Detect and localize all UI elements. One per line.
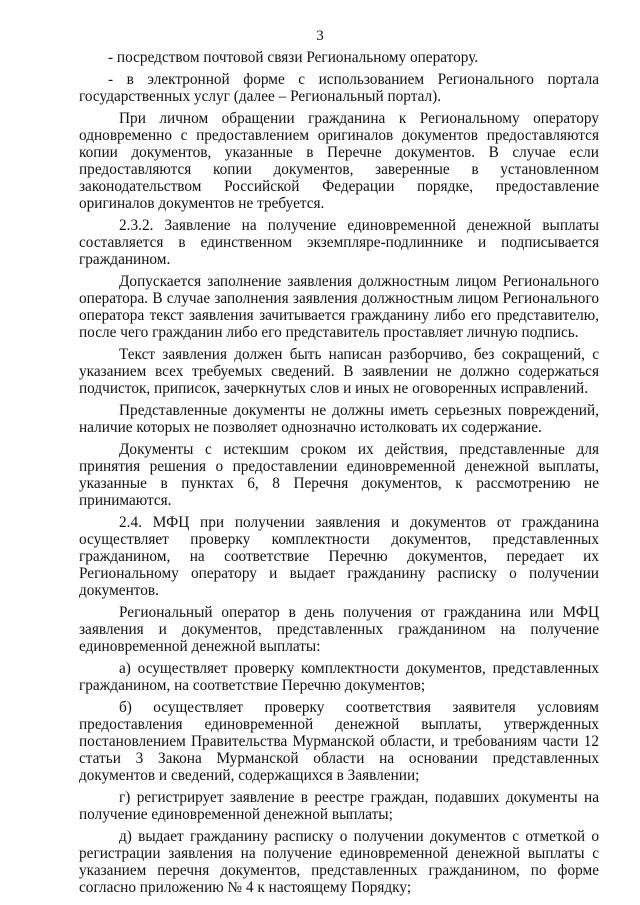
- paragraph-electronic: - в электронной форме с использованием Регионального портала государственных услуг (далее – Региональный портал).: [79, 71, 599, 105]
- document-body: [79, 49, 599, 901]
- page-number: 3: [316, 28, 324, 44]
- paragraph-item-g: г) регистрирует заявление в реестре граждан, подавших документы на получение единовременной денежной выплаты;: [79, 789, 599, 823]
- paragraph-filling-by-official: Допускается заполнение заявления должностным лицом Регионального оператора. В случае заполнения заявления должностным лицом Регионального оператора текст заявления зачитывается гражданину либо его представителю, после чего гражданин либо его представитель проставляет личную подпись.: [79, 273, 599, 341]
- paragraph-item-d: д) выдает гражданину расписку о получении документов с отметкой о регистрации заявления на получение единовременной денежной выплаты с указанием перечня документов, представленных гражданином, по форме согласно приложению № 4 к настоящему Порядку;: [79, 828, 599, 896]
- paragraph-expired-documents: Документы с истекшим сроком их действия, представленные для принятия решения о предоставлении единовременной денежной выплаты, указанные в пунктах 6, 8 Перечня документов, к рассмотрению не принимаются.: [79, 441, 599, 509]
- paragraph-2-3-2: 2.3.2. Заявление на получение единовременной денежной выплаты составляется в единственном экземпляре-подлиннике и подписывается гражданином.: [79, 217, 599, 268]
- paragraph-damage: Представленные документы не должны иметь серьезных повреждений, наличие которых не позволяет однозначно истолковать их содержание.: [79, 402, 599, 436]
- paragraph-postal: - посредством почтовой связи Региональному оператору.: [108, 49, 479, 66]
- paragraph-legibility: Текст заявления должен быть написан разборчиво, без сокращений, с указанием всех требуемых сведений. В заявлении не должно содержаться подчисток, приписок, зачеркнутых слов и иных не оговоренных исправлений.: [79, 346, 599, 397]
- paragraph-personal-request: При личном обращении гражданина к Региональному оператору одновременно с предоставлением оригиналов документов предоставляются копии документов, указанные в Перечне документов. В случае если предоставляются копии документов, заверенные в установленном законодательством Российской Федерации порядке, предоставление оригиналов документов не требуется.: [79, 110, 599, 212]
- paragraph-item-a: а) осуществляет проверку комплектности документов, представленных гражданином, на соответствие Перечню документов;: [79, 660, 599, 694]
- paragraph-regional-operator: Региональный оператор в день получения от гражданина или МФЦ заявления и документов, представленных гражданином на получение единовременной денежной выплаты:: [79, 604, 599, 655]
- paragraph-item-b: б) осуществляет проверку соответствия заявителя условиям предоставления единовременной денежной выплаты, утвержденных постановлением Правительства Мурманской области, и требованиям части 12 статьи 3 Закона Мурманской области на основании представленных документов и сведений, содержащихся в Заявлении;: [79, 699, 599, 784]
- paragraph-2-4: 2.4. МФЦ при получении заявления и документов от гражданина осуществляет проверку комплектности документов, представленных гражданином, на соответствие Перечню документов, передает их Региональному оператору и выдает гражданину расписку о получении документов.: [79, 514, 599, 599]
